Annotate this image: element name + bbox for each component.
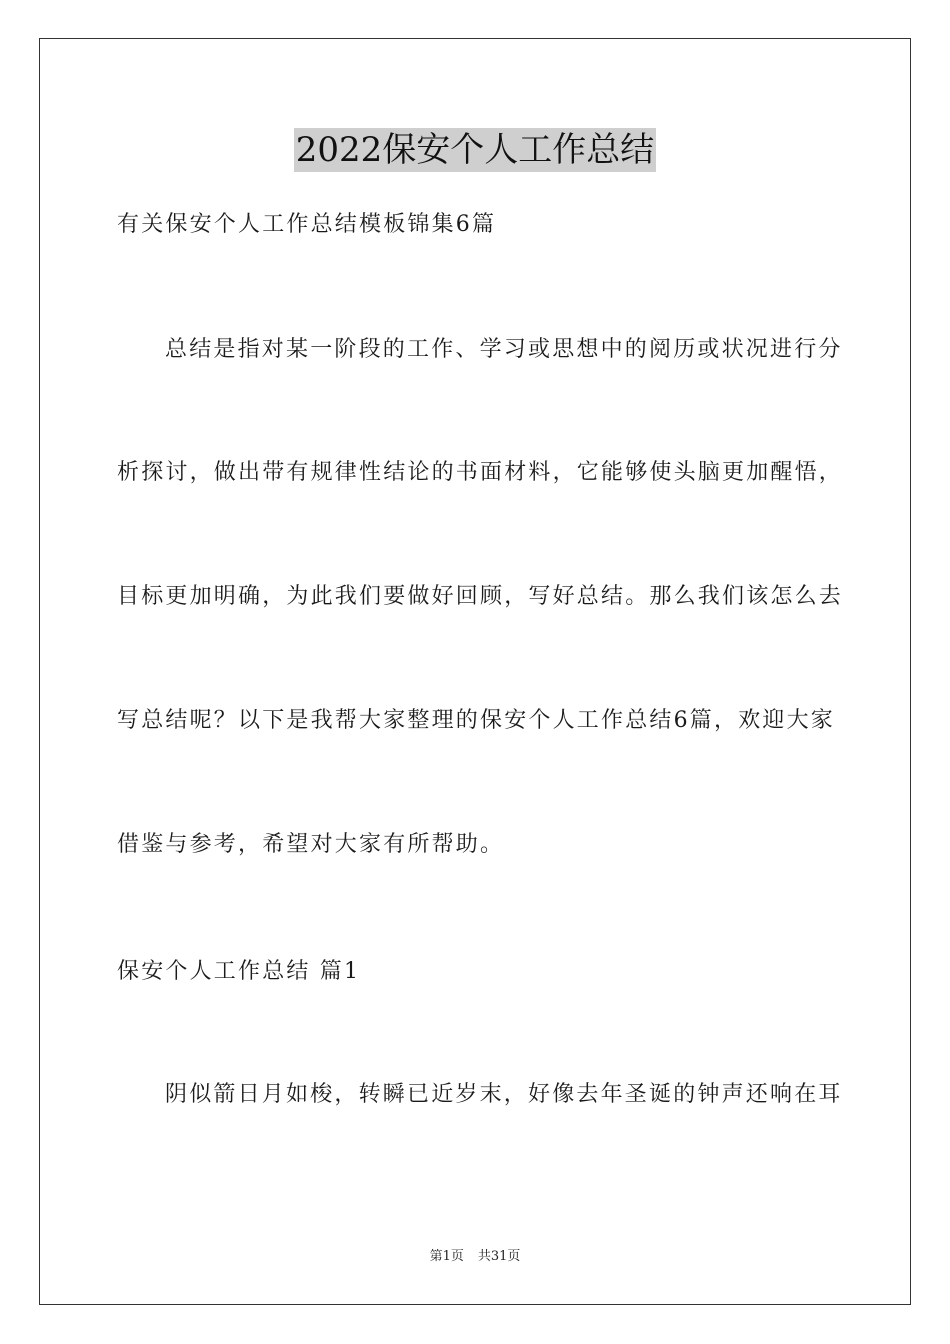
document-title: 2022保安个人工作总结 (295, 130, 655, 170)
document-subtitle: 有关保安个人工作总结模板锦集6篇 (117, 212, 497, 237)
intro-line: 总结是指对某一阶段的工作、学习或思想中的阅历或状况进行分 (165, 337, 843, 362)
intro-line: 目标更加明确，为此我们要做好回顾，写好总结。那么我们该怎么去 (117, 584, 844, 609)
page-number: 第1页 (429, 1249, 464, 1264)
section-heading: 保安个人工作总结 篇1 (117, 959, 361, 984)
section-paragraph-line: 阴似箭日月如梭，转瞬已近岁末，好像去年圣诞的钟声还响在耳 (165, 1082, 843, 1107)
title-container (0, 128, 950, 172)
page-total: 共31页 (477, 1249, 521, 1264)
page-footer (0, 1248, 950, 1266)
intro-line: 写总结呢？以下是我帮大家整理的保安个人工作总结6篇，欢迎大家 (117, 708, 835, 733)
intro-line: 借鉴与参考，希望对大家有所帮助。 (117, 832, 505, 857)
intro-line: 析探讨，做出带有规律性结论的书面材料，它能够使头脑更加醒悟， (117, 460, 844, 485)
